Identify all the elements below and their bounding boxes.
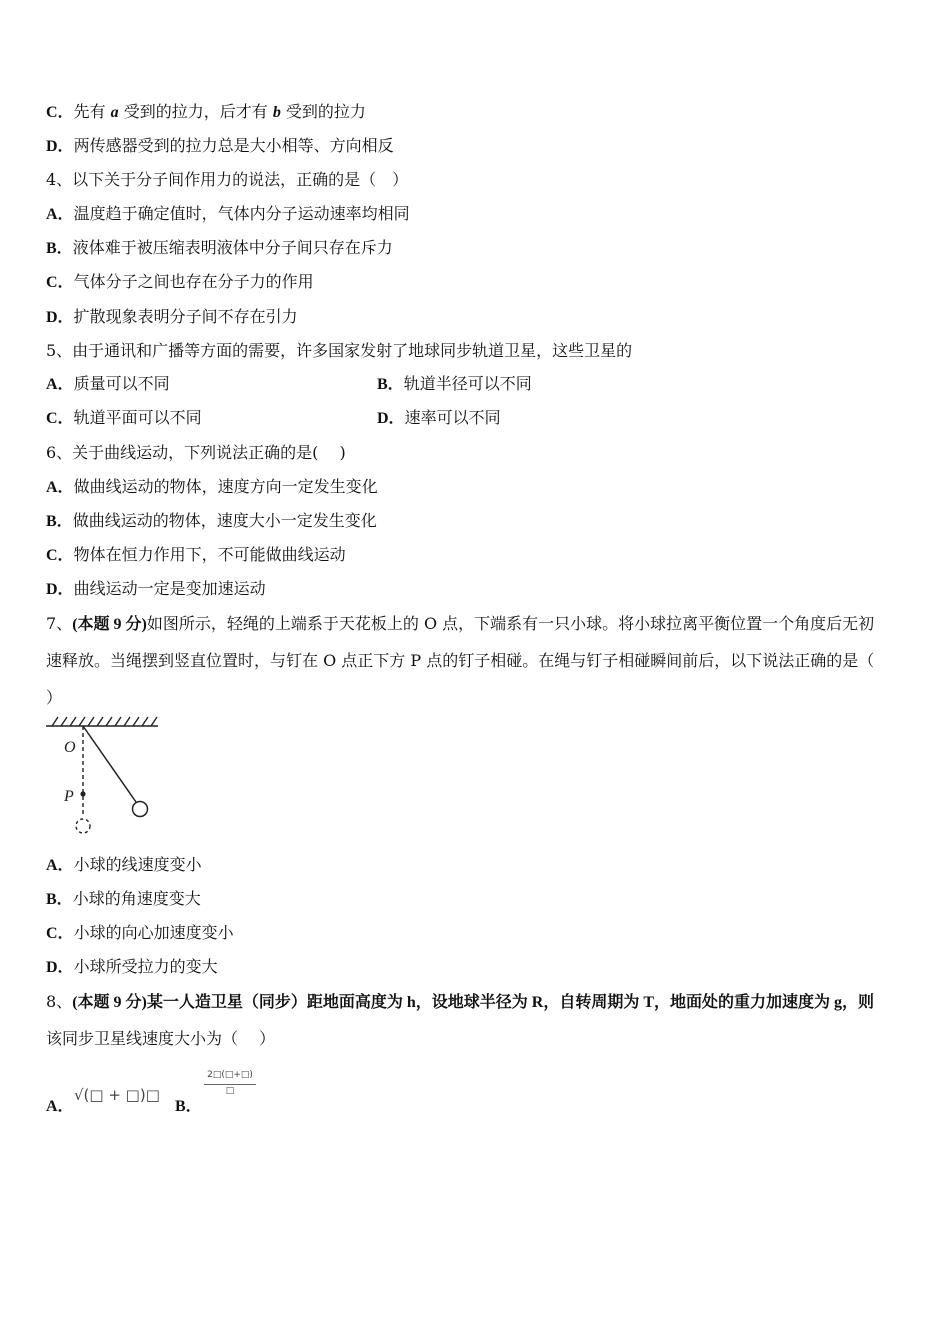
option-d-prev: D．两传感器受到的拉力总是大小相等、方向相反 <box>46 136 394 155</box>
pendulum-ball <box>133 802 148 817</box>
option-c-prev: C．先有 a 受到的拉力，后才有 b 受到的拉力 <box>46 102 366 121</box>
question-5-stem: 5、由于通讯和广播等方面的需要，许多国家发射了地球同步轨道卫星，这些卫星的 <box>46 341 633 360</box>
question-8-stem-line2: 该同步卫星线速度大小为（ ） <box>46 1029 276 1048</box>
q7-option-b[interactable]: B．小球的角速度变大 <box>46 889 201 908</box>
question-7-stem-line2: 速释放。当绳摆到竖直位置时，与钉在 O 点正下方 P 点的钉子相碰。在绳与钉子相碰瞬间前后，以下说法正确的是（ <box>46 651 875 670</box>
q5-option-a[interactable]: A．质量可以不同 <box>46 374 170 393</box>
q4-option-a[interactable]: A．温度趋于确定值时，气体内分子运动速率均相同 <box>46 204 410 223</box>
q7-option-c[interactable]: C．小球的向心加速度变小 <box>46 923 234 942</box>
ceiling-hatch <box>46 717 158 726</box>
question-8-stem-line1: 8、(本题 9 分)某一人造卫星（同步）距地面高度为 h，设地球半径为 R，自转周期为 T，地面处的重力加速度为 g，则 <box>46 992 874 1011</box>
label-o: O <box>64 739 76 756</box>
q5-option-c[interactable]: C．轨道平面可以不同 <box>46 408 202 427</box>
q7-score: (本题 9 分) <box>72 616 147 633</box>
q8-score: (本题 9 分) <box>72 994 147 1011</box>
q5-option-b[interactable]: B．轨道半径可以不同 <box>377 374 532 393</box>
q7-option-a[interactable]: A．小球的线速度变小 <box>46 855 202 874</box>
q6-option-a[interactable]: A．做曲线运动的物体，速度方向一定发生变化 <box>46 477 378 496</box>
question-7-stem-line3: ） <box>46 688 63 707</box>
q8-option-a[interactable]: A． <box>46 1098 74 1115</box>
q8-fraction-bar <box>204 1084 256 1085</box>
question-7-stem-line1: 7、(本题 9 分)如图所示，轻绳的上端系于天花板上的 O 点，下端系有一只小球。将小球拉离平衡位置一个角度后无初 <box>46 614 875 633</box>
q8-formula-b-num: 2□(□+□) <box>207 1070 253 1080</box>
q8-formula-b-den: □ <box>225 1086 235 1096</box>
q6-option-c[interactable]: C．物体在恒力作用下，不可能做曲线运动 <box>46 545 346 564</box>
q4-option-c[interactable]: C．气体分子之间也存在分子力的作用 <box>46 272 314 291</box>
q6-option-d[interactable]: D．曲线运动一定是变加速运动 <box>46 579 266 598</box>
label-p: P <box>64 788 74 805</box>
q4-option-d[interactable]: D．扩散现象表明分子间不存在引力 <box>46 307 298 326</box>
q5-option-d[interactable]: D．速率可以不同 <box>377 408 501 427</box>
q8-formula-a: √(□ + □)□ <box>74 1086 160 1104</box>
ball-equilibrium-dashed <box>76 819 90 833</box>
q4-option-b[interactable]: B．液体难于被压缩表明液体中分子间只存在斥力 <box>46 238 393 257</box>
q6-option-b[interactable]: B．做曲线运动的物体，速度大小一定发生变化 <box>46 511 377 530</box>
question-6-stem: 6、关于曲线运动，下列说法正确的是( ) <box>46 443 346 462</box>
pendulum-diagram <box>44 712 162 840</box>
pendulum-string <box>83 726 136 802</box>
peg-point-p <box>80 791 85 796</box>
question-4-stem: 4、以下关于分子间作用力的说法，正确的是（ ） <box>46 170 409 189</box>
q8-option-b[interactable]: B． <box>175 1098 202 1115</box>
q7-option-d[interactable]: D．小球所受拉力的变大 <box>46 957 218 976</box>
